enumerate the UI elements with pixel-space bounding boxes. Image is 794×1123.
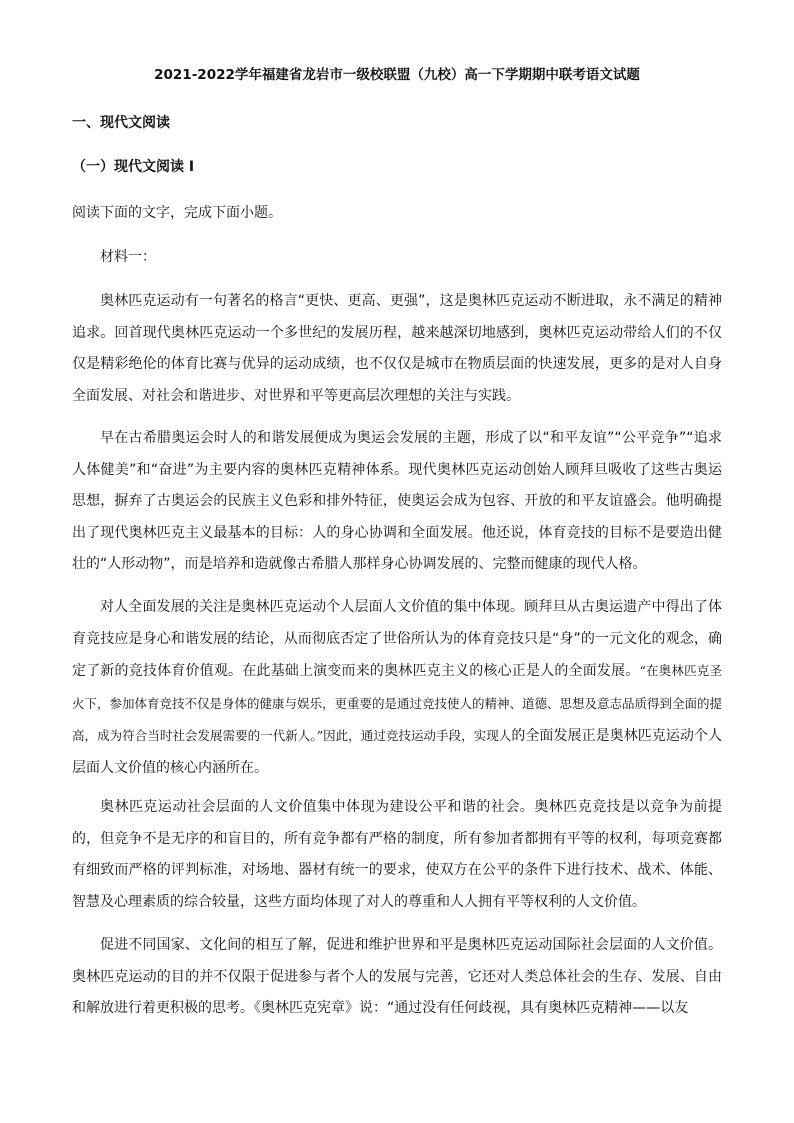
- instruction-text: 阅读下面的文字，完成下面小题。: [72, 205, 282, 221]
- material-label: 材料一：: [100, 249, 156, 265]
- paragraph-3: [72, 592, 722, 784]
- paragraph-3-body: 对人全面发展的关注是奥林匹克运动个人层面人文价值的集中体现。顾拜旦从古奥运遗产中得出了体育竞技应是身心和谐发展的结论，从而彻底否定了世俗所认为的体育竞技只是“身”的一元文化的观念，确定了新的竞技体育价值观。在此基础上演变而来的奥林匹克主义的核心正是人的全面发展。: [72, 599, 722, 679]
- paragraph-1: 奥林匹克运动有一句著名的格言“更快、更高、更强”，这是奥林匹克运动不断进取，永不满足的精神追求。回首现代奥林匹克运动一个多世纪的发展历程，越来越深切地感到，奥林匹克运动带给人们的不仅仅是精彩绝伦的体育比赛与优异的运动成绩，也不仅仅是城市在物质层面的快速发展，更多的是对人自身全面发展、对社会和谐进步、对世界和平等更高层次理想的关注与实践。: [72, 293, 722, 404]
- subsection-heading: （一）现代文阅读 I: [72, 159, 195, 175]
- paragraph-3-quote: “在奥林匹克圣火下，参加体育竞技不仅是身体的健康与娱乐，更重要的是通过竞技使人的精神、道德、思想及意志品质得到全面的提高，成为符合当时社会发展需要的一代新人。”因此，通过竞技运动手段，实现人: [72, 663, 723, 743]
- paragraph-3-conclusion: 的全面发展正是奥林匹克运动个人层面人文价值的核心内涵所在。: [72, 728, 722, 776]
- paragraph-2: 早在古希腊奥运会时人的和谐发展便成为奥运会发展的主题，形成了以“和平友谊”“公平竞争”“追求人体健美”和“奋进”为主要内容的奥林匹克精神体系。现代奥林匹克运动创始人顾拜旦吸收了这些古奥运思想，摒弃了古奥运会的民族主义色彩和排外特征，使奥运会成为包容、开放的和平友谊盛会。他明确提出了现代奥林匹克主义最基本的目标：人的身心协调和全面发展。他还说，体育竞技的目标不是要造出健壮的“人形动物”，而是培养和造就像古希腊人那样身心协调发展的、完整而健康的现代人格。: [72, 430, 722, 572]
- paragraph-5: 促进不同国家、文化间的相互了解，促进和维护世界和平是奥林匹克运动国际社会层面的人文价值。奥林匹克运动的目的并不仅限于促进参与者个人的发展与完善，它还对人类总体社会的生存、发展、自由和解放进行着更积极的思考。《奥林匹克宪章》说：“通过没有任何歧视，具有奥林匹克精神——以友: [72, 937, 722, 1016]
- section-heading: 一、现代文阅读: [72, 115, 170, 131]
- document-title: 2021-2022学年福建省龙岩市一级校联盟（九校）高一下学期期中联考语文试题: [154, 67, 640, 83]
- paragraph-4: 奥林匹克运动社会层面的人文价值集中体现为建设公平和谐的社会。奥林匹克竞技是以竞争为前提的，但竞争不是无序的和盲目的，所有竞争都有严格的制度，所有参加者都拥有平等的权利，每项竞赛都有细致而严格的评判标准，对场地、器材有统一的要求，使双方在公平的条件下进行技术、战术、体能、智慧及心理素质的综合较量，这些方面均体现了对人的尊重和人人拥有平等权利的人文价值。: [72, 799, 722, 910]
